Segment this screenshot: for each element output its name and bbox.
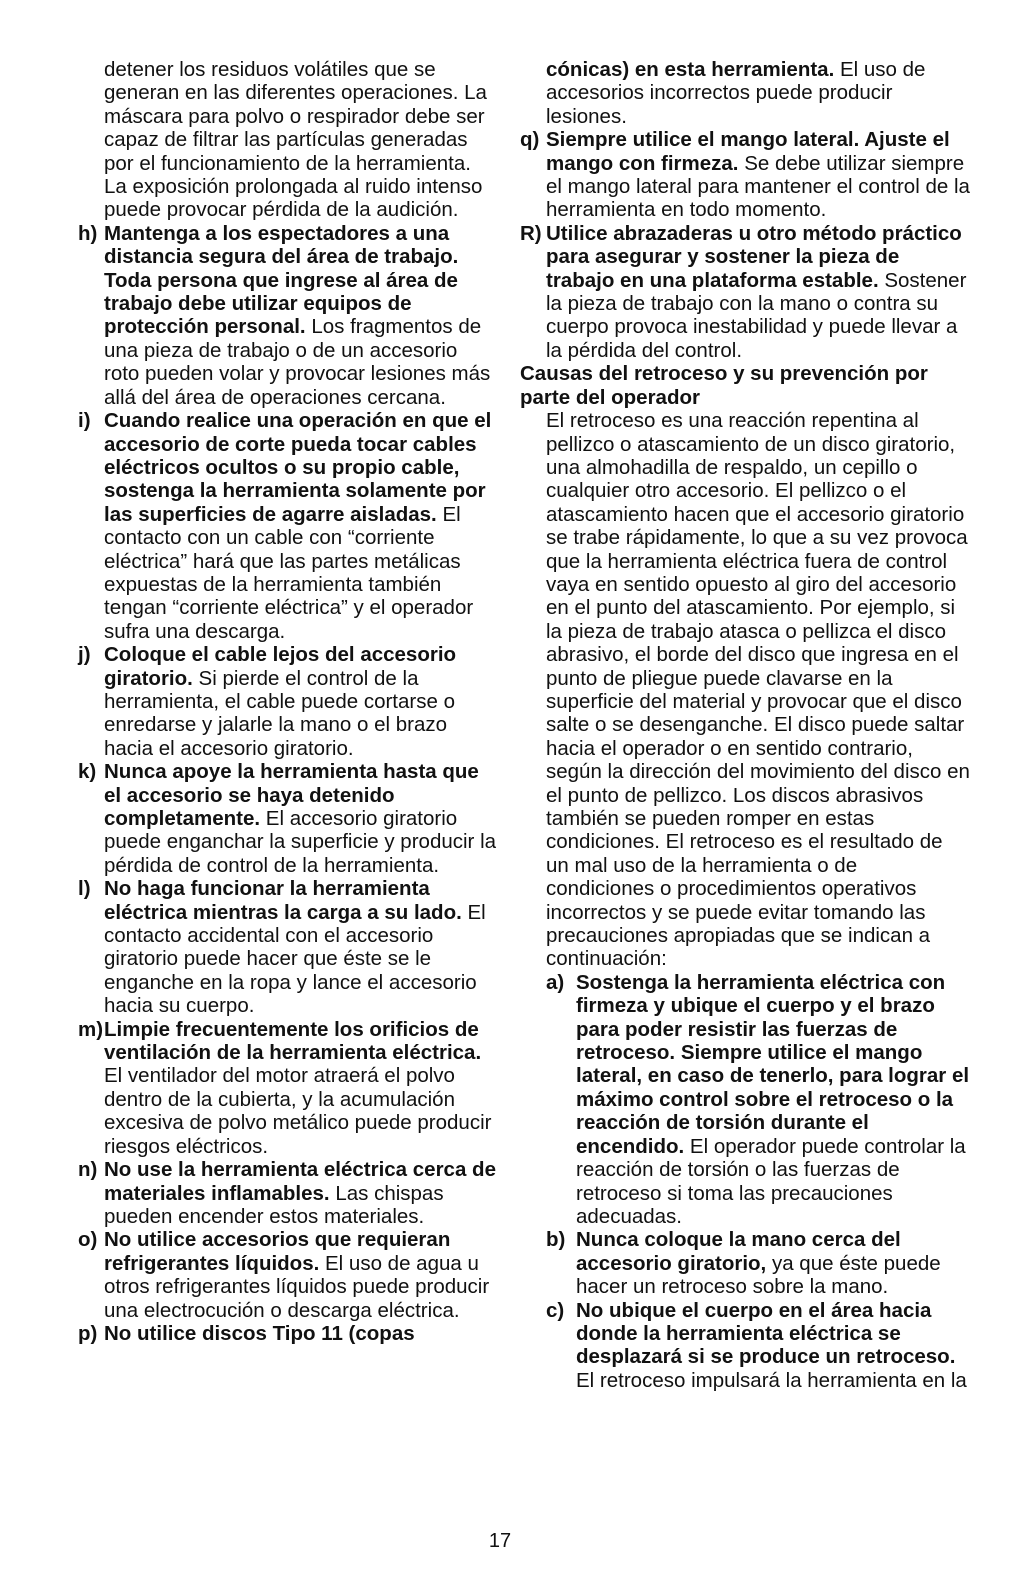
item-explanation: ya que éste puede hacer un retroceso sobre la mano. (576, 1251, 941, 1299)
item-explanation: El ventilador del motor atraerá el polvo dentro de la cubierta, y la acumulación excesiva de polvo metálico puede producir riesgos eléctricos. (104, 1064, 492, 1158)
item-warning: No utilice discos Tipo 11 (copas (104, 1321, 415, 1345)
item-explanation: El operador puede controlar la reacción de torsión o las fuerzas de retroceso si toma las precauciones adecuadas. (576, 1134, 966, 1228)
item-body (104, 1158, 498, 1228)
item-label: j) (78, 643, 91, 667)
safety-item-i (78, 409, 498, 643)
item-label: m) (78, 1017, 104, 1041)
item-warning: Limpie frecuentemente los orificios de ventilación de la herramienta eléctrica. (104, 1017, 482, 1065)
item-warning: No utilice accesorios que requieran refrigerantes líquidos. (104, 1228, 451, 1275)
item-body (104, 1228, 498, 1322)
item-label: R) (520, 221, 542, 245)
continued-warning: cónicas) en esta herramienta. (546, 58, 835, 81)
precaution-item-c (546, 1299, 970, 1393)
item-explanation: Si pierde el control de la herramienta, el cable puede cortarse o enredarse y jalarle la mano o el brazo hacia el accesorio giratorio. (104, 666, 455, 760)
item-warning: Coloque el cable lejos del accesorio giratorio. (104, 643, 457, 690)
item-warning: Nunca apoye la herramienta hasta que el accesorio se haya detenido completamente. (104, 760, 479, 830)
item-body (104, 643, 498, 760)
continued-explanation: El uso de accesorios incorrectos puede producir lesiones. (546, 58, 926, 128)
safety-item-k (78, 760, 498, 877)
item-warning: Nunca coloque la mano cerca del accesorio giratorio, (576, 1228, 901, 1275)
item-warning: Cuando realice una operación en que el accesorio de corte pueda tocar cables eléctricos ocultos o su propio cable, sostenga la herramienta solamente por las superficies de agarre aisladas. (104, 409, 492, 526)
safety-item-n (78, 1158, 498, 1228)
item-explanation: El uso de agua u otros refrigerantes líquidos puede producir una electrocución o descarga eléctrica. (104, 1251, 490, 1322)
section-heading: Causas del retroceso y su prevención por parte del operador (520, 362, 928, 409)
continued-paragraph (520, 58, 970, 128)
item-label: n) (78, 1158, 98, 1182)
item-body (576, 971, 970, 1228)
item-warning: Siempre utilice el mango lateral. Ajuste el mango con firmeza. (546, 128, 950, 175)
item-warning: No haga funcionar la herramienta eléctrica mientras la carga a su lado. (104, 877, 462, 924)
safety-item-j (78, 643, 498, 760)
item-body (104, 1018, 498, 1158)
safety-item-o (78, 1228, 498, 1322)
item-body (104, 760, 498, 877)
kickback-precautions (520, 971, 970, 1392)
safety-item-l (78, 877, 498, 1017)
item-warning: Utilice abrazaderas u otro método práctico para asegurar y sostener la pieza de trabajo en una plataforma estable. (546, 221, 962, 292)
item-label: p) (78, 1321, 98, 1345)
continued-paragraph: detener los residuos volátiles que se generan en las diferentes operaciones. La máscara para polvo o respirador debe ser capaz de filtrar las partículas generadas por el funcionamiento de la herramienta. La exposición prolongada al ruido intenso puede provocar pérdida de la audición. (104, 58, 487, 222)
item-explanation: Sostener la pieza de trabajo con la mano o contra su cuerpo provoca inestabilidad y puede llevar a la pérdida del control. (546, 268, 967, 362)
item-body (104, 877, 498, 1017)
item-explanation: Las chispas pueden encender estos materiales. (104, 1181, 444, 1228)
precaution-item-a (546, 971, 970, 1228)
section-intro: El retroceso es una reacción repentina al pellizco o atascamiento de un disco giratorio, una almohadilla de respaldo, un cepillo o cualquier otro accesorio. El pellizco o el atascamiento hacen que el accesorio giratorio se trabe rápidamente, lo que a su vez provoca que la herramienta eléctrica fuera de control vaya en sentido opuesto al giro del accesorio en el punto del atascamiento. Por ejemplo, si la pieza de trabajo atasca o pellizca el disco abrasivo, el borde del disco que ingresa en el punto de pliegue puede clavarse en la superficie del material y provocar que el disco salte o se desenganche. El disco puede saltar hacia el operador o en sentido contrario, según la dirección del movimiento del disco en el punto de pellizco. Los discos abrasivos también se pueden romper en estas condiciones. El retroceso es el resultado de un mal uso de la herramienta o de condiciones o procedimientos operativos incorrectos y se puede evitar tomando las precauciones apropiadas que se indican a continuación: (546, 409, 970, 971)
item-label: k) (78, 760, 97, 784)
item-body (104, 222, 498, 409)
page-number: 17 (488, 1530, 512, 1552)
safety-item-q (520, 128, 970, 222)
safety-item-p (78, 1322, 498, 1345)
item-body (104, 1322, 498, 1345)
item-body (576, 1299, 970, 1393)
item-explanation: El contacto con un cable con “corriente eléctrica” hará que las partes metálicas expuestas de la herramienta también tengan “corriente eléctrica” y el operador sufra una descarga. (104, 502, 474, 643)
item-label: o) (78, 1228, 98, 1252)
item-explanation: El contacto accidental con el accesorio giratorio puede hacer que éste se le enganche en la ropa y lance el accesorio hacia su cuerpo. (104, 900, 486, 1018)
safety-item-h (78, 222, 498, 409)
item-label: b) (546, 1228, 566, 1252)
item-explanation: Se debe utilizar siempre el mango lateral para mantener el control de la herramienta en todo momento. (546, 151, 970, 222)
item-explanation: Los fragmentos de una pieza de trabajo o de un accesorio roto pueden volar y provocar lesiones más allá del área de operaciones cercana. (104, 315, 491, 409)
item-label: c) (546, 1298, 565, 1322)
safety-item-m (78, 1018, 498, 1158)
item-body (104, 409, 498, 643)
item-explanation: El retroceso impulsará la herramienta en la (576, 1368, 967, 1392)
item-label: h) (78, 221, 98, 245)
item-explanation: El accesorio giratorio puede enganchar la superficie y producir la pérdida de control de la herramienta. (104, 807, 497, 877)
item-body (576, 1228, 970, 1298)
right-column (520, 58, 970, 1392)
item-warning: No ubique el cuerpo en el área hacia donde la herramienta eléctrica se desplazará si se produce un retroceso. (576, 1298, 956, 1369)
item-body (546, 222, 970, 362)
item-warning: Mantenga a los espectadores a una distancia segura del área de trabajo. Toda persona que ingrese al área de trabajo debe utilizar equipos de protección personal. (104, 221, 459, 339)
item-body (546, 128, 970, 222)
item-label: i) (78, 409, 91, 433)
left-column (78, 58, 498, 1345)
item-label: l) (78, 877, 91, 901)
safety-item-r (520, 222, 970, 362)
item-warning: No use la herramienta eléctrica cerca de materiales inflamables. (104, 1158, 496, 1205)
precaution-item-b (546, 1228, 970, 1298)
item-label: q) (520, 128, 540, 152)
item-warning: Sostenga la herramienta eléctrica con firmeza y ubique el cuerpo y el brazo para poder resistir las fuerzas de retroceso. Siempre utilice el mango lateral, en caso de tenerlo, para lograr el máximo control sobre el retroceso o la reacción de torsión durante el encendido. (576, 970, 970, 1158)
item-label: a) (546, 970, 565, 994)
